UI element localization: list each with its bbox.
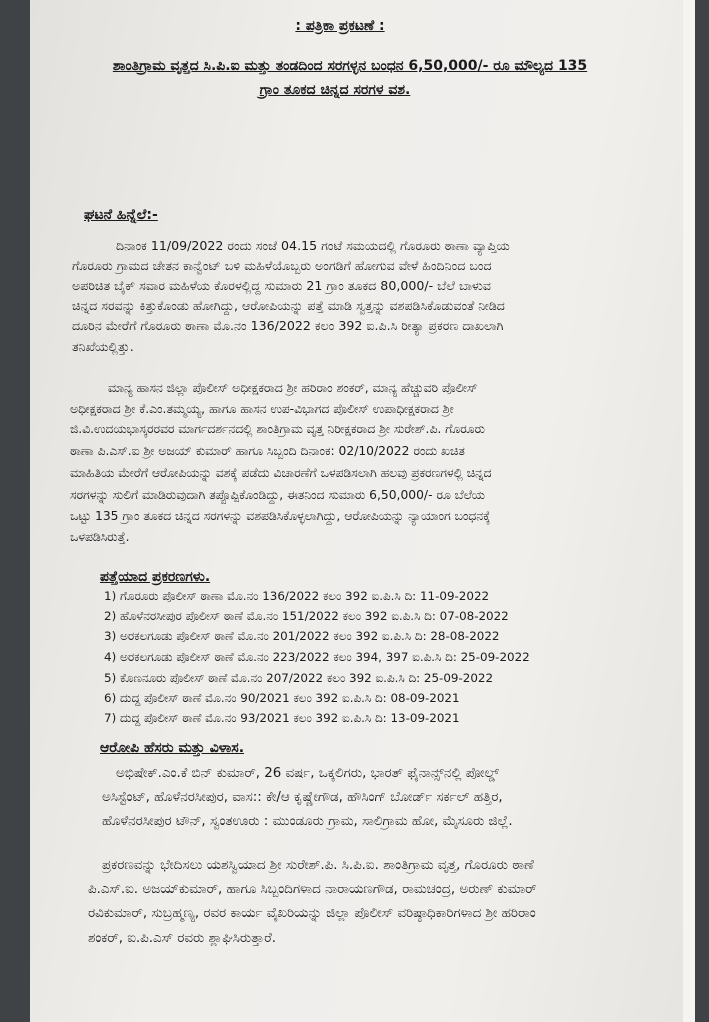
- case-item: 4) ಅರಕಲಗೂಡು ಪೊಲೀಸ್ ಠಾಣೆ ಮೊ.ನಂ 223/2022 ಕಲಂ 394, 397 ಐ.ಪಿ.ಸಿ ದಿ: 25-09-2022: [104, 650, 530, 664]
- title-line-1: ಶಾಂತಿಗ್ರಾಮ ವೃತ್ತದ ಸಿ.ಪಿ.ಐ ಮತ್ತು ತಂಡದಿಂದ ಸರಗಳ್ಳನ ಬಂಧನ 6,50,000/- ರೂ ಮೌಲ್ಯದ 135: [112, 58, 588, 74]
- para1-line: ತನಿಖೆಯಲ್ಲಿತ್ತು.: [72, 339, 134, 354]
- case-item: 2) ಹೊಳೆನರಸೀಪುರ ಪೊಲೀಸ್ ಠಾಣೆ ಮೊ.ನಂ 151/2022 ಕಲಂ 392 ಐ.ಪಿ.ಸಿ ದಿ: 07-08-2022: [104, 609, 509, 623]
- case-item: 7) ದುದ್ದ ಪೊಲೀಸ್ ಠಾಣೆ ಮೊ.ನಂ 93/2021 ಕಲಂ 392 ಐ.ಪಿ.ಸಿ ದಿ: 13-09-2021: [104, 711, 460, 725]
- para1-line: ಅಪರಿಚಿತ ಬೈಕ್ ಸವಾರ ಮಹಿಳೆಯ ಕೊರಳಲ್ಲಿದ್ದ ಸುಮಾರು 21 ಗ್ರಾಂ ತೂಕದ 80,000/- ಬೆಲೆ ಬಾಳುವ: [72, 278, 491, 293]
- para2-line: ಜಿ.ವಿ.ಉದಯಭಾಸ್ಕರರವರ ಮಾರ್ಗದರ್ಶನದಲ್ಲಿ ಶಾಂತಿಗ್ರಾಮ ವೃತ್ತ ನಿರೀಕ್ಷಕರಾದ ಶ್ರೀ ಸುರೇಶ್.ಪಿ. ಗೊರೂರು: [70, 422, 485, 436]
- para2-line: ಠಾಣಾ ಪಿ.ಎಸ್.ಐ ಶ್ರೀ ಅಜಯ್ ಕುಮಾರ್ ಹಾಗೂ ಸಿಬ್ಬಂದಿ ದಿನಾಂಕ: 02/10/2022 ರಂದು ಖಚಿತ: [70, 444, 465, 458]
- accused-line: ಅಸಿಸ್ಟೆಂಟ್, ಹೊಳೆನರಸೀಪುರ, ವಾಸ:: ಕೇ/ಆ ಕೃಷ್ಣೇಗೌಡ, ಹೌಸಿಂಗ್ ಬೋರ್ಡ್ ಸರ್ಕಲ್ ಹತ್ತಿರ,: [102, 790, 503, 805]
- document-page: [30, 0, 695, 1022]
- para2-line: ಅಧೀಕ್ಷಕರಾದ ಶ್ರೀ ಕೆ.ಎಂ.ತಮ್ಮಯ್ಯ, ಹಾಗೂ ಹಾಸನ ಉಪ-ವಿಭಾಗದ ಪೊಲೀಸ್ ಉಪಾಧೀಕ್ಷಕರಾದ ಶ್ರೀ: [70, 402, 454, 416]
- para2-line: ಒಟ್ಟು 135 ಗ್ರಾಂ ತೂಕದ ಚಿನ್ನದ ಸರಗಳನ್ನು ವಶಪಡಿಸಿಕೊಳ್ಳಲಾಗಿದ್ದು, ಆರೋಪಿಯನ್ನು ನ್ಯಾಯಾಂಗ ಬಂಧನಕ್ಕೆ: [70, 509, 491, 523]
- para1-line: ದಿನಾಂಕ 11/09/2022 ರಂದು ಸಂಜೆ 04.15 ಗಂಟೆ ಸಮಯದಲ್ಲಿ ಗೊರೂರು ಠಾಣಾ ವ್ಯಾಪ್ತಿಯ: [116, 238, 510, 253]
- para2-line: ಸರಗಳನ್ನು ಸುಲಿಗೆ ಮಾಡಿರುವುದಾಗಿ ತಪ್ಪೊಪ್ಪಿಕೊಂಡಿದ್ದು, ಈತನಿಂದ ಸುಮಾರು 6,50,000/- ರೂ ಬೆಲೆಯ: [70, 488, 485, 502]
- case-item: 6) ದುದ್ದ ಪೊಲೀಸ್ ಠಾಣೆ ಮೊ.ನಂ 90/2021 ಕಲಂ 392 ಐ.ಪಿ.ಸಿ ದಿ: 08-09-2021: [104, 691, 460, 705]
- para1-line: ದೂರಿನ ಮೇರೆಗೆ ಗೊರೂರು ಠಾಣಾ ಮೊ.ನಂ 136/2022 ಕಲಂ 392 ಐ.ಪಿ.ಸಿ ರೀತ್ಯಾ ಪ್ರಕರಣ ದಾಖಲಾಗಿ: [72, 318, 504, 333]
- closing-line: ಪಿ.ಎಸ್.ಐ. ಅಜಯ್‌ಕುಮಾರ್, ಹಾಗೂ ಸಿಬ್ಬಂದಿಗಳಾದ ನಾರಾಯಣಗೌಡ, ರಾಮಚಂದ್ರ, ಅರುಣ್ ಕುಮಾರ್: [88, 882, 537, 897]
- title-line-2: ಗ್ರಾಂ ತೂಕದ ಚಿನ್ನದ ಸರಗಳ ವಶ.: [259, 82, 411, 98]
- press-release-heading: : ಪತ್ರಿಕಾ ಪ್ರಕಟಣೆ :: [295, 18, 385, 34]
- case-item: 5) ಕೊಣನೂರು ಪೊಲೀಸ್ ಠಾಣೆ ಮೊ.ನಂ 207/2022 ಕಲಂ 392 ಐ.ಪಿ.ಸಿ ದಿ: 25-09-2022: [104, 671, 494, 685]
- page-edge: [683, 0, 695, 1022]
- background-heading: ಘಟನೆ ಹಿನ್ನೆಲೆ:-: [84, 207, 158, 223]
- accused-line: ಹೊಳೆನರಸೀಪುರ ಟೌನ್, ಸ್ವಂತಊರು : ಮುಂಡೂರು ಗ್ರಾಮ, ಸಾಲಿಗ್ರಾಮ ಹೋ, ಮೈಸೂರು ಜಿಲ್ಲೆ.: [102, 814, 513, 829]
- accused-heading: ಆರೋಪಿ ಹೆಸರು ಮತ್ತು ವಿಳಾಸ.: [100, 740, 245, 756]
- closing-line: ರವಿಕುಮಾರ್, ಸುಬ್ರಹ್ಮಣ್ಯ, ರವರ ಕಾರ್ಯ ವೈಖರಿಯನ್ನು ಜಿಲ್ಲಾ ಪೊಲೀಸ್ ವರಿಷ್ಠಾಧಿಕಾರಿಗಳಾದ ಶ್ರೀ ಹರಿರಾಂ: [88, 906, 536, 921]
- closing-line: ಪ್ರಕರಣವನ್ನು ಭೇದಿಸಲು ಯಶಸ್ವಿಯಾದ ಶ್ರೀ ಸುರೇಶ್.ಪಿ. ಸಿ.ಪಿ.ಐ. ಶಾಂತಿಗ್ರಾಮ ವೃತ್ತ, ಗೊರೂರು ಠಾಣೆ: [102, 858, 534, 873]
- closing-line: ಶಂಕರ್, ಐ.ಪಿ.ಎಸ್ ರವರು ಶ್ಲಾಘಿಸಿರುತ್ತಾರೆ.: [88, 931, 277, 946]
- para2-line: ಮಾಹಿತಿಯ ಮೇರೆಗೆ ಆರೋಪಿಯನ್ನು ವಶಕ್ಕೆ ಪಡೆದು ವಿಚಾರಣೆಗೆ ಒಳಪಡಿಸಲಾಗಿ ಹಲವು ಪ್ರಕರಣಗಳಲ್ಲಿ ಚಿನ್ನದ: [70, 466, 492, 480]
- accused-line: ಅಭಿಷೇಕ್.ಎಂ.ಕೆ ಬಿನ್ ಕುಮಾರ್, 26 ವರ್ಷ, ಒಕ್ಕಲಿಗರು, ಭಾರತ್ ಫೈನಾನ್ಸ್‌ನಲ್ಲಿ ಪೋಲ್ಡ್: [116, 766, 500, 781]
- para2-line: ಮಾನ್ಯ ಹಾಸನ ಜಿಲ್ಲಾ ಪೊಲೀಸ್ ಅಧೀಕ್ಷಕರಾದ ಶ್ರೀ ಹರಿರಾಂ ಶಂಕರ್, ಮಾನ್ಯ ಹೆಚ್ಚುವರಿ ಪೊಲೀಸ್: [108, 381, 478, 395]
- case-item: 1) ಗೊರೂರು ಪೊಲೀಸ್ ಠಾಣಾ ಮೊ.ನಂ 136/2022 ಕಲಂ 392 ಐ.ಪಿ.ಸಿ ದಿ: 11-09-2022: [104, 589, 490, 603]
- para2-line: ಒಳಪಡಿಸಿರುತ್ತೆ.: [70, 530, 130, 544]
- para1-line: ಗೊರೂರು ಗ್ರಾಮದ ಚೇತನ ಕಾನ್ವೆಂಟ್ ಬಳಿ ಮಹಿಳೆಯೊಬ್ಬರು ಅಂಗಡಿಗೆ ಹೋಗುವ ವೇಳೆ ಹಿಂದಿನಿಂದ ಬಂದ: [72, 258, 492, 273]
- para1-line: ಚಿನ್ನದ ಸರವನ್ನು ಕಿತ್ತುಕೊಂಡು ಹೋಗಿದ್ದು, ಆರೋಪಿಯನ್ನು ಪತ್ತೆ ಮಾಡಿ ಸ್ವತ್ತನ್ನು ವಶಪಡಿಸಿಕೊಡುವಂತೆ ನೀಡಿದ: [72, 298, 505, 313]
- cases-heading: ಪತ್ತೆಯಾದ ಪ್ರಕರಣಗಳು.: [100, 569, 211, 585]
- case-item: 3) ಅರಕಲಗೂಡು ಪೊಲೀಸ್ ಠಾಣೆ ಮೊ.ನಂ 201/2022 ಕಲಂ 392 ಐ.ಪಿ.ಸಿ ದಿ: 28-08-2022: [104, 629, 500, 643]
